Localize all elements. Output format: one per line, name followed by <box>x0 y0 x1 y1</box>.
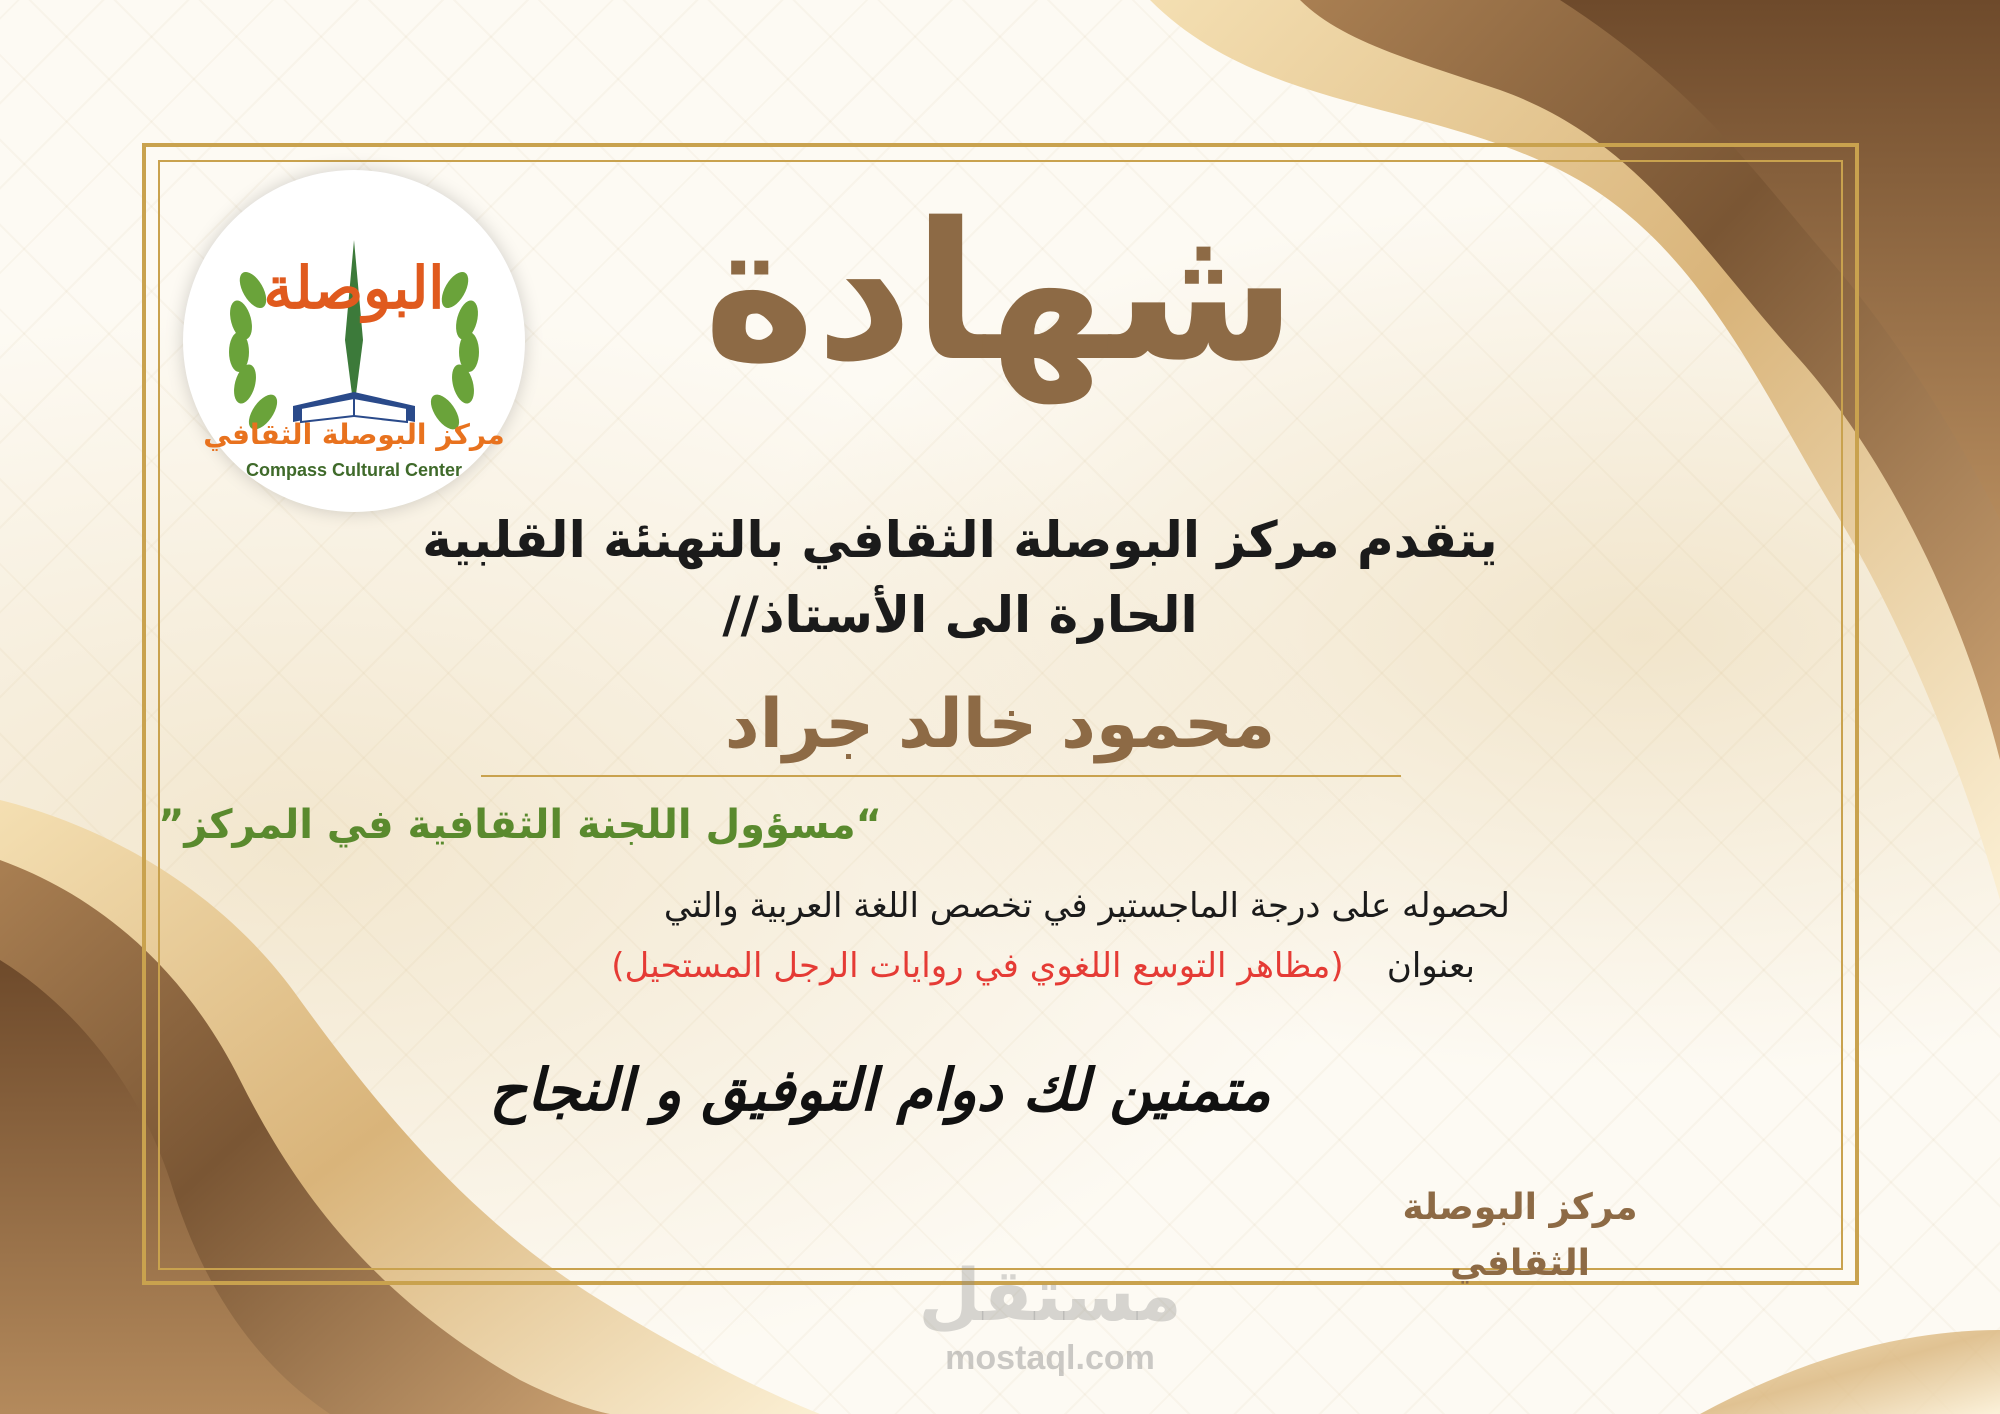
name-underline <box>481 775 1401 777</box>
center-logo <box>183 170 525 512</box>
intro-line-2: الحارة الى الأستاذ// <box>722 586 1198 644</box>
body-line-1: لحصوله على درجة الماجستير في تخصص اللغة العربية والتي <box>663 886 1510 926</box>
wish-text: متمنين لك دوام التوفيق و النجاح <box>489 1056 1271 1124</box>
certificate-title: شهادة <box>703 182 1297 403</box>
logo-name-en: Compass Cultural Center <box>245 460 463 480</box>
watermark-en: mostaql.com <box>945 1339 1155 1377</box>
body-line-2-prefix: بعنوان <box>1386 946 1475 986</box>
logo-name-ar: مركز البوصلة الثقافي <box>203 418 505 451</box>
thesis-title: (مظاهر التوسع اللغوي في روايات الرجل المستحيل) <box>611 946 1344 986</box>
recipient-role: “مسؤول اللجنة الثقافية في المركز” <box>158 802 882 848</box>
logo-mark: البوصلة <box>263 254 445 322</box>
body-line-2 <box>380 940 1475 992</box>
signature: مركز البوصلة الثقافي <box>1402 1187 1638 1284</box>
recipient-name: محمود خالد جراد <box>724 685 1276 764</box>
watermark-ar: مستقل <box>918 1253 1182 1337</box>
intro-line-1: يتقدم مركز البوصلة الثقافي بالتهنئة القلبية <box>422 511 1498 569</box>
